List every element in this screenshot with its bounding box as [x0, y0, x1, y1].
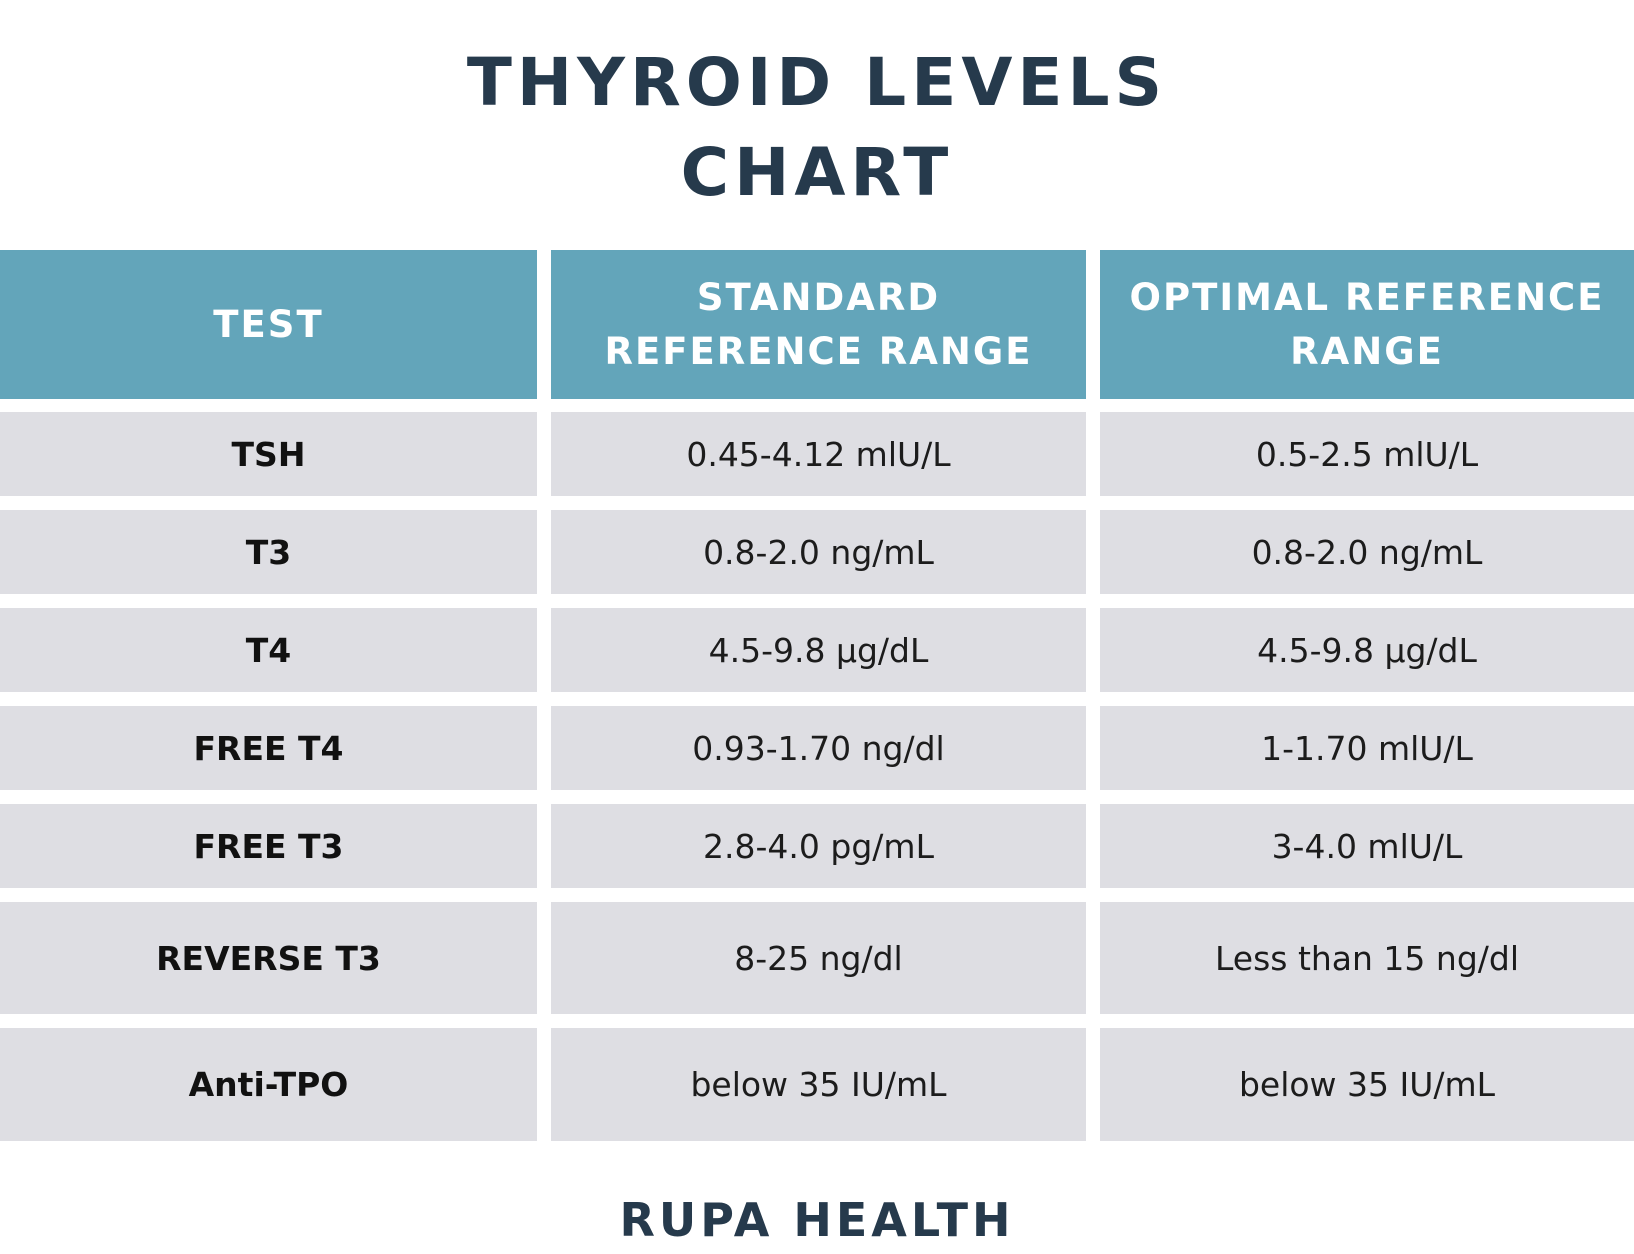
- column-header-optimal-range: OPTIMAL REFERENCE RANGE: [1100, 250, 1634, 399]
- optimal-range-cell: 1-1.70 mlU/L: [1100, 706, 1634, 790]
- test-name-cell: T3: [0, 510, 537, 594]
- optimal-range-cell: 0.8-2.0 ng/mL: [1100, 510, 1634, 594]
- test-name-cell: FREE T3: [0, 804, 537, 888]
- table-row: [0, 412, 1634, 496]
- table-row: [0, 706, 1634, 790]
- test-name-cell: FREE T4: [0, 706, 537, 790]
- test-name-cell: T4: [0, 608, 537, 692]
- column-header-test: TEST: [0, 250, 537, 399]
- standard-range-cell: below 35 IU/mL: [551, 1028, 1086, 1141]
- page-title-line-2: CHART: [680, 134, 954, 211]
- optimal-range-cell: 0.5-2.5 mlU/L: [1100, 412, 1634, 496]
- page-title-line-1: THYROID LEVELS: [466, 44, 1168, 121]
- standard-range-cell: 0.93-1.70 ng/dl: [551, 706, 1086, 790]
- brand-name: RUPA HEALTH: [619, 1193, 1015, 1247]
- table-row: [0, 1028, 1634, 1141]
- test-name-cell: Anti-TPO: [0, 1028, 537, 1141]
- thyroid-levels-table: [0, 250, 1634, 1141]
- standard-range-cell: 0.8-2.0 ng/mL: [551, 510, 1086, 594]
- optimal-range-cell: Less than 15 ng/dl: [1100, 902, 1634, 1014]
- table-row: [0, 902, 1634, 1014]
- column-header-standard-range: STANDARD REFERENCE RANGE: [551, 250, 1086, 399]
- standard-range-cell: 8-25 ng/dl: [551, 902, 1086, 1014]
- standard-range-cell: 4.5-9.8 µg/dL: [551, 608, 1086, 692]
- test-name-cell: TSH: [0, 412, 537, 496]
- test-name-cell: REVERSE T3: [0, 902, 537, 1014]
- table-row: [0, 804, 1634, 888]
- table-row: [0, 510, 1634, 594]
- table-header-row: [0, 250, 1634, 399]
- optimal-range-cell: 3-4.0 mlU/L: [1100, 804, 1634, 888]
- optimal-range-cell: below 35 IU/mL: [1100, 1028, 1634, 1141]
- table-row: [0, 608, 1634, 692]
- standard-range-cell: 0.45-4.12 mlU/L: [551, 412, 1086, 496]
- standard-range-cell: 2.8-4.0 pg/mL: [551, 804, 1086, 888]
- optimal-range-cell: 4.5-9.8 µg/dL: [1100, 608, 1634, 692]
